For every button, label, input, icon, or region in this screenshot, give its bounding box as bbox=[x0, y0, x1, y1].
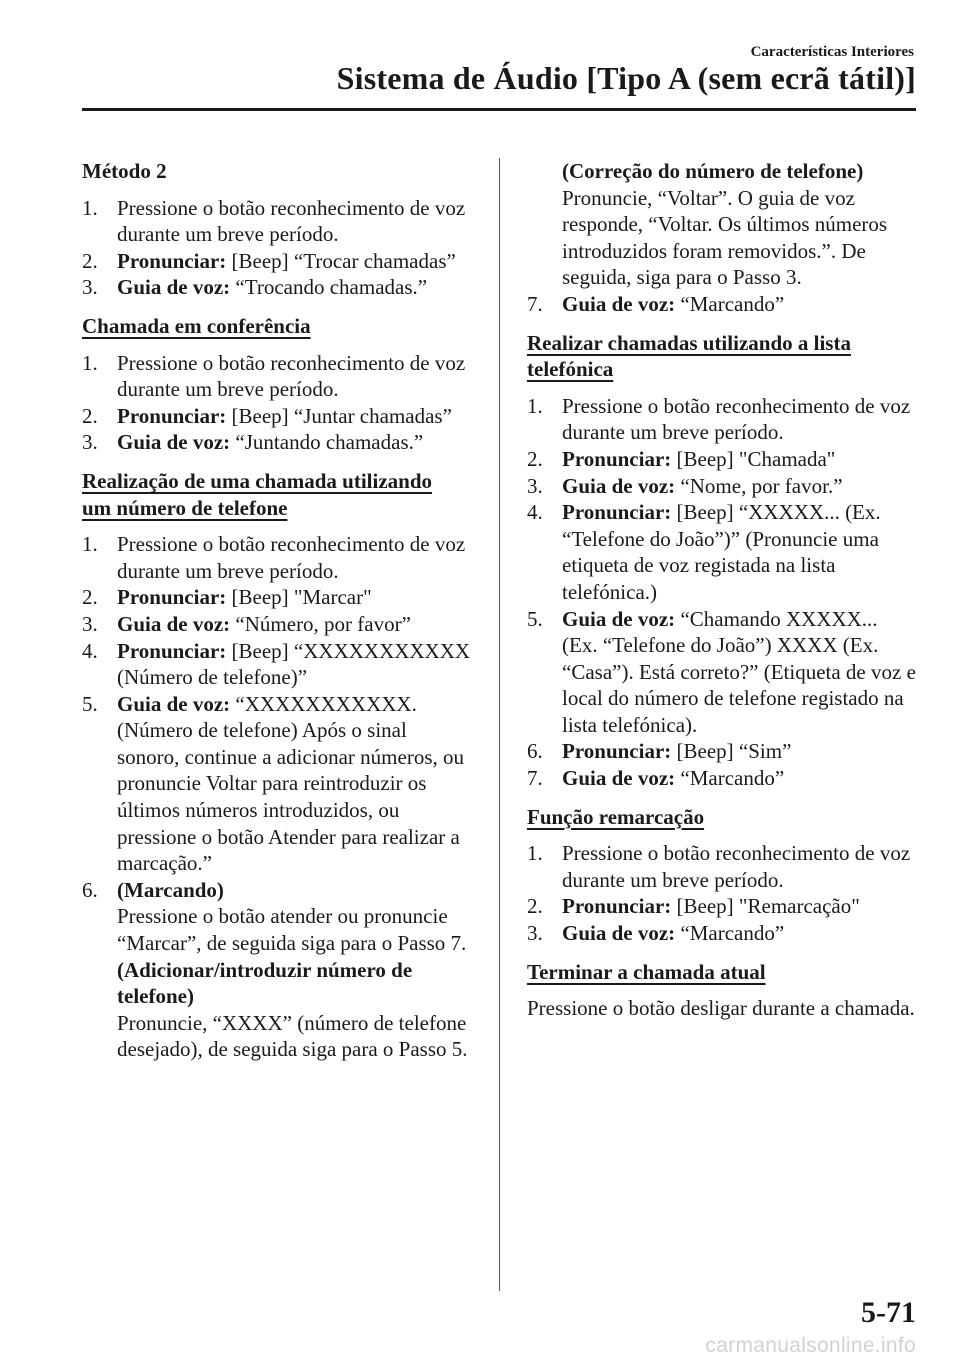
heading-line: telefónica bbox=[527, 357, 614, 382]
section-heading-terminar: Terminar a chamada atual bbox=[527, 959, 766, 984]
item-number: 5. bbox=[527, 606, 543, 631]
heading-line: Realizar chamadas utilizando a lista bbox=[527, 330, 851, 355]
item-text bbox=[117, 195, 474, 248]
adicionar-text: Pronuncie, “XXXX” (número de telefone desejado), de seguida siga para o Passo 5. bbox=[117, 1010, 468, 1062]
item-number: 5. bbox=[82, 691, 98, 716]
list-item bbox=[527, 393, 917, 446]
list-item bbox=[527, 499, 917, 605]
item-body: “Marcando” bbox=[675, 766, 785, 791]
item-text bbox=[562, 499, 917, 605]
item-number: 2. bbox=[527, 446, 543, 471]
section-heading-metodo-2: Método 2 bbox=[82, 159, 167, 183]
list-item bbox=[527, 840, 917, 893]
list-conferencia bbox=[82, 350, 474, 456]
item-text bbox=[117, 584, 474, 611]
item-text bbox=[117, 248, 474, 275]
item-text bbox=[562, 738, 917, 765]
list-item bbox=[527, 606, 917, 739]
item-number: 3. bbox=[82, 275, 98, 300]
item-label: Guia de voz: bbox=[117, 691, 231, 716]
item-number: 4. bbox=[82, 638, 98, 663]
item-number: 2. bbox=[82, 585, 98, 610]
adicionar-label: (Adicionar/introduzir número de telefone) bbox=[117, 957, 413, 1009]
item-label: Pronunciar: bbox=[562, 446, 672, 471]
item-number: 1. bbox=[82, 195, 98, 220]
list-item bbox=[82, 531, 474, 584]
item-label: Guia de voz: bbox=[117, 430, 231, 455]
item-body: “Marcando” bbox=[675, 291, 785, 316]
item-number: 3. bbox=[527, 921, 543, 946]
item-label: Pronunciar: bbox=[562, 500, 672, 525]
item-text bbox=[117, 350, 474, 403]
item-text bbox=[562, 446, 917, 473]
item-body: [Beep] “Sim” bbox=[671, 739, 792, 764]
item-body: “Marcando” bbox=[675, 921, 785, 946]
section-heading-numero bbox=[82, 468, 474, 521]
item-body: “Juntando chamadas.” bbox=[230, 430, 424, 455]
item-body: [Beep] "Chamada" bbox=[671, 446, 836, 471]
item-label: Pronunciar: bbox=[562, 894, 672, 919]
item-number: 3. bbox=[527, 473, 543, 498]
list-item bbox=[82, 611, 474, 638]
item-text bbox=[562, 893, 917, 920]
item-text bbox=[117, 611, 474, 638]
item-label: Guia de voz: bbox=[562, 921, 676, 946]
section-heading-lista bbox=[527, 330, 917, 383]
item-body: “Chamando XXXXX... (Ex. “Telefone do João”) XXXX (Ex. “Casa”). Está correto?” (Etiqueta de voz e local do número de telefone registado na lista telefónica). bbox=[562, 606, 916, 737]
item-text bbox=[117, 877, 474, 904]
item-body: “Nome, por favor.” bbox=[675, 473, 843, 498]
item-number: 1. bbox=[527, 841, 543, 866]
step-6-text: Pressione o botão atender ou pronuncie “Marcar”, de seguida siga para o Passo 7. bbox=[117, 904, 467, 956]
page-number: 5-71 bbox=[861, 1296, 916, 1329]
heading-line: um número de telefone bbox=[82, 495, 288, 520]
page-title: Sistema de Áudio [Tipo A (sem ecrã tátil)] bbox=[336, 60, 916, 96]
item-label: (Marcando) bbox=[117, 877, 224, 902]
item-label: Guia de voz: bbox=[562, 473, 676, 498]
item-text bbox=[117, 274, 474, 301]
watermark: carmanualsonline.info bbox=[705, 1334, 916, 1357]
header-category: Características Interiores bbox=[750, 44, 914, 60]
item-body: [Beep] “Juntar chamadas” bbox=[226, 403, 452, 428]
left-column bbox=[82, 158, 474, 1063]
item-text bbox=[117, 531, 474, 584]
item-body: Pressione o botão reconhecimento de voz durante um breve período. bbox=[117, 195, 466, 247]
item-label: Guia de voz: bbox=[117, 611, 231, 636]
item-label: Guia de voz: bbox=[562, 766, 676, 791]
item-label: Pronunciar: bbox=[117, 248, 227, 273]
item-body: [Beep] “Trocar chamadas” bbox=[226, 248, 456, 273]
item-number: 1. bbox=[82, 350, 98, 375]
item-number: 7. bbox=[527, 766, 543, 791]
header-rule bbox=[82, 108, 916, 111]
item-body: Pressione o botão reconhecimento de voz durante um breve período. bbox=[562, 393, 911, 445]
item-text bbox=[117, 691, 474, 877]
item-label: Pronunciar: bbox=[117, 403, 227, 428]
item-number: 3. bbox=[82, 430, 98, 455]
item-body: [Beep] “XXXXX... (Ex. “Telefone do João”)” (Pronuncie uma etiqueta de voz registada na lista telefónica.) bbox=[562, 500, 881, 604]
list-item bbox=[527, 893, 917, 920]
item-number: 4. bbox=[527, 500, 543, 525]
list-item bbox=[82, 691, 474, 877]
item-body: [Beep] "Remarcação" bbox=[671, 894, 860, 919]
item-label: Guia de voz: bbox=[562, 291, 676, 316]
correcao-label: (Correção do número de telefone) bbox=[562, 159, 864, 183]
list-item bbox=[82, 877, 474, 904]
item-label: Pronunciar: bbox=[117, 638, 227, 663]
list-item bbox=[82, 584, 474, 611]
list-item bbox=[527, 446, 917, 473]
item-body: Pressione o botão reconhecimento de voz durante um breve período. bbox=[117, 532, 466, 583]
section-heading-conferencia: Chamada em conferência bbox=[82, 313, 311, 338]
item-text bbox=[117, 429, 474, 456]
item-number: 2. bbox=[527, 894, 543, 919]
item-text bbox=[562, 393, 917, 446]
list-item bbox=[527, 765, 917, 792]
list-item bbox=[82, 195, 474, 248]
item-body: “XXXXXXXXXXX. (Número de telefone) Após o sinal sonoro, continue a adicionar números, ou pronuncie Voltar para reintroduzir os últimos números introduzidos, ou pressione o botão Atender para realizar a marcação.” bbox=[117, 691, 464, 876]
item-label: Guia de voz: bbox=[562, 606, 676, 631]
item-text bbox=[562, 291, 917, 318]
item-label: Pronunciar: bbox=[562, 739, 672, 764]
list-metodo-2 bbox=[82, 195, 474, 301]
item-number: 6. bbox=[82, 877, 98, 902]
item-number: 7. bbox=[527, 291, 543, 316]
list-item bbox=[527, 920, 917, 947]
item-text bbox=[562, 920, 917, 947]
item-text bbox=[117, 403, 474, 430]
list-item bbox=[527, 738, 917, 765]
item-body: Pressione o botão reconhecimento de voz durante um breve período. bbox=[562, 841, 911, 892]
list-item bbox=[82, 274, 474, 301]
item-body: [Beep] "Marcar" bbox=[226, 585, 372, 610]
item-number: 3. bbox=[82, 611, 98, 636]
terminar-text: Pressione o botão desligar durante a chamada. bbox=[527, 996, 915, 1021]
list-numero bbox=[82, 531, 474, 903]
item-text bbox=[117, 638, 474, 691]
list-item bbox=[82, 350, 474, 403]
list-item bbox=[527, 291, 917, 318]
item-text bbox=[562, 840, 917, 893]
list-item bbox=[82, 638, 474, 691]
correcao-text: Pronuncie, “Voltar”. O guia de voz responde, “Voltar. Os últimos números introduzidos foram removidos.”. De seguida, siga para o Passo 3. bbox=[562, 185, 888, 290]
item-body: Pressione o botão reconhecimento de voz durante um breve período. bbox=[117, 350, 466, 402]
column-divider bbox=[499, 158, 500, 1291]
item-body: [Beep] “XXXXXXXXXXX (Número de telefone)” bbox=[117, 638, 471, 690]
item-number: 2. bbox=[82, 248, 98, 273]
item-body: “Número, por favor” bbox=[230, 611, 411, 636]
item-text bbox=[562, 606, 917, 739]
right-column bbox=[527, 158, 917, 1022]
list-item bbox=[82, 248, 474, 275]
list-item bbox=[82, 403, 474, 430]
list-item bbox=[527, 473, 917, 500]
item-text bbox=[562, 765, 917, 792]
item-number: 6. bbox=[527, 739, 543, 764]
item-number: 2. bbox=[82, 403, 98, 428]
item-number: 1. bbox=[82, 532, 98, 557]
item-label: Pronunciar: bbox=[117, 585, 227, 610]
item-number: 1. bbox=[527, 393, 543, 418]
item-label: Guia de voz: bbox=[117, 275, 231, 300]
list-remarcacao bbox=[527, 840, 917, 946]
item-body: “Trocando chamadas.” bbox=[230, 275, 428, 300]
heading-line: Realização de uma chamada utilizando bbox=[82, 468, 432, 493]
list-lista bbox=[527, 393, 917, 792]
list-item bbox=[82, 429, 474, 456]
item-text bbox=[562, 473, 917, 500]
section-heading-remarcacao: Função remarcação bbox=[527, 804, 705, 829]
